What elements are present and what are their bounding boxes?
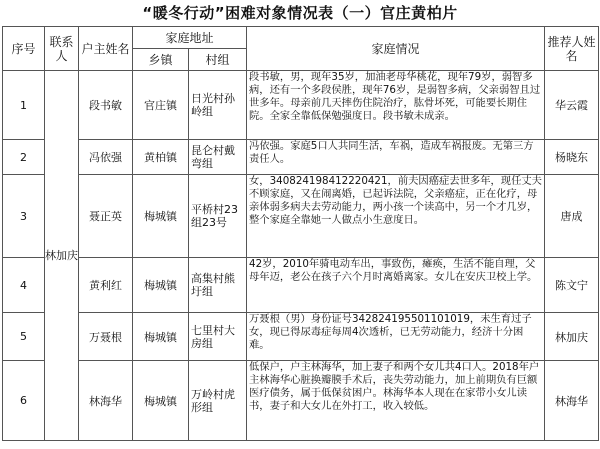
row-village: 日光村孙岭组 bbox=[189, 71, 247, 140]
header-seq: 序号 bbox=[3, 27, 45, 71]
row-name: 万聂根 bbox=[79, 313, 133, 361]
row-recommender: 杨晓东 bbox=[545, 140, 599, 175]
table-row bbox=[3, 361, 599, 441]
contact-person: 林加庆 bbox=[45, 71, 79, 441]
table-row bbox=[3, 313, 599, 361]
table-row bbox=[3, 175, 599, 258]
row-village: 平桥村23组23号 bbox=[189, 175, 247, 258]
row-village: 七里村大房组 bbox=[189, 313, 247, 361]
row-town: 梅城镇 bbox=[133, 361, 189, 441]
row-recommender: 华云霞 bbox=[545, 71, 599, 140]
row-town: 黄柏镇 bbox=[133, 140, 189, 175]
row-seq: 1 bbox=[3, 71, 45, 140]
header-town: 乡镇 bbox=[133, 49, 189, 71]
row-name: 冯依强 bbox=[79, 140, 133, 175]
row-situation: 段书敏，男，现年35岁，加油老母华桃花，现年79岁，弱智多病，还有一个多段侯胜，现年76岁，是弱智多病，父亲弱智且过世多年。母亲前几天摔伤住院治疗，肱骨坏死，可能要长期住院。全家全靠低保勉强度日。段书敏未成亲。 bbox=[247, 71, 545, 140]
row-name: 林海华 bbox=[79, 361, 133, 441]
header-recommender: 推荐人姓名 bbox=[545, 27, 599, 71]
row-town: 官庄镇 bbox=[133, 71, 189, 140]
table-row bbox=[3, 258, 599, 313]
header-situation: 家庭情况 bbox=[247, 27, 545, 71]
row-recommender: 唐成 bbox=[545, 175, 599, 258]
header-householder: 户主姓名 bbox=[79, 27, 133, 71]
header-village: 村组 bbox=[189, 49, 247, 71]
row-name: 段书敏 bbox=[79, 71, 133, 140]
page-title: “暖冬行动”困难对象情况表（一）官庄黄柏片 bbox=[142, 4, 458, 22]
row-town: 梅城镇 bbox=[133, 313, 189, 361]
header-contact: 联系人 bbox=[45, 27, 79, 71]
row-situation: 万聂根（男）身份证号342824195501101019，未生育过子女，现已得尿毒症每周4次透析，已无劳动能力，经济十分困难。 bbox=[247, 313, 545, 361]
info-table bbox=[2, 26, 599, 441]
row-recommender: 陈文宁 bbox=[545, 258, 599, 313]
row-situation: 42岁，2010年骑电动车出，事致伤，瘫痪，生活不能自理，父母年迈，老公在孩子六个月时离婚离家。女儿在安庆卫校上学。 bbox=[247, 258, 545, 313]
row-village: 昆仑村戴弯组 bbox=[189, 140, 247, 175]
table-row bbox=[3, 71, 599, 140]
row-town: 梅城镇 bbox=[133, 258, 189, 313]
table-row bbox=[3, 140, 599, 175]
row-town: 梅城镇 bbox=[133, 175, 189, 258]
row-seq: 6 bbox=[3, 361, 45, 441]
row-situation: 低保户，户主林海华，加上妻子和两个女儿共4口人。2018年户主林海华心脏换瓣膜手术后，丧失劳动能力，加上前期负有巨额医疗债务，属于低保贫困户。林海华本人现在在家带小女儿读书，妻子和大女儿在外打工，收入较低。 bbox=[247, 361, 545, 441]
row-seq: 3 bbox=[3, 175, 45, 258]
row-seq: 4 bbox=[3, 258, 45, 313]
row-village: 高集村熊圩组 bbox=[189, 258, 247, 313]
row-situation: 女，340824198412220421，前夫因癌症去世多年，现任丈夫不顾家庭，又在闹离婚，已起诉法院，父亲癌症，正在化疗，母亲体弱多病夫去劳动能力，两小孩一个读高中，另一个才几岁，整个家庭全靠她一人做点小生意度日。 bbox=[247, 175, 545, 258]
header-address: 家庭地址 bbox=[133, 27, 247, 49]
row-situation: 冯依强。家庭5口人共同生活，车祸，造成车祸报废。无第三方责任人。 bbox=[247, 140, 545, 175]
row-name: 聂正英 bbox=[79, 175, 133, 258]
row-recommender: 林海华 bbox=[545, 361, 599, 441]
row-seq: 2 bbox=[3, 140, 45, 175]
row-name: 黄利红 bbox=[79, 258, 133, 313]
row-recommender: 林加庆 bbox=[545, 313, 599, 361]
row-seq: 5 bbox=[3, 313, 45, 361]
row-village: 万岭村虎形组 bbox=[189, 361, 247, 441]
